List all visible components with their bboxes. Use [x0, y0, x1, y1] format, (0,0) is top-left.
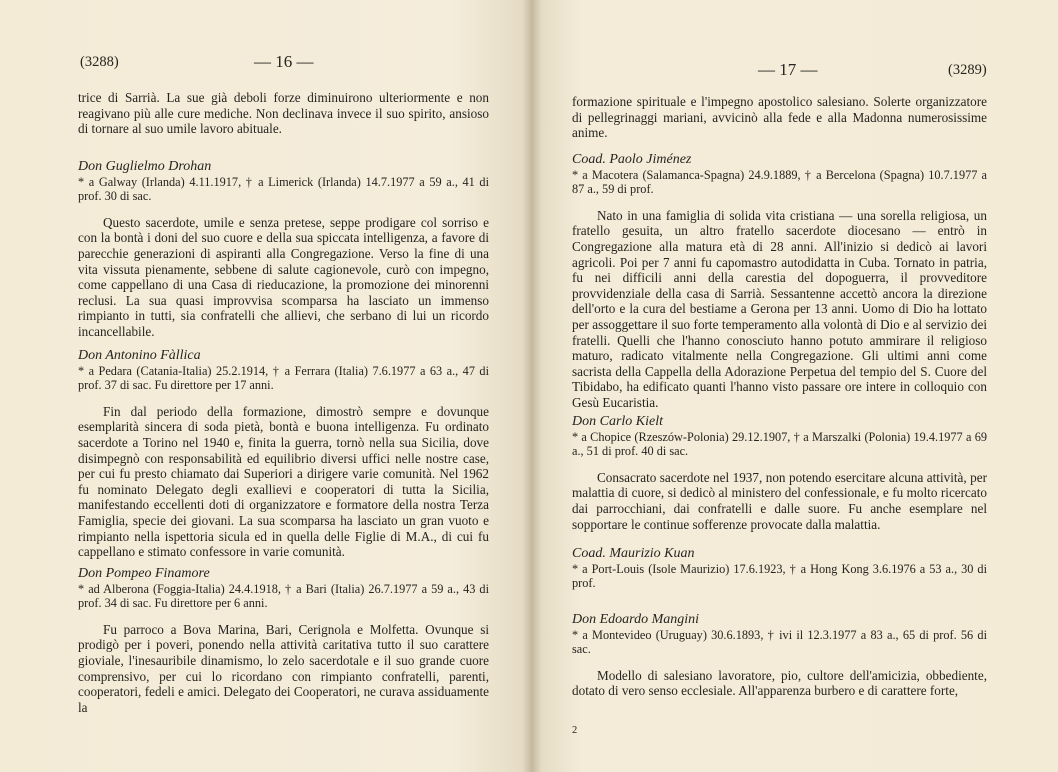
left-page-number: — 16 —: [254, 52, 314, 71]
entry-text: Fu parroco a Bova Marina, Bari, Cerignola e Molfetta. Ovunque si prodigò per i poveri, ponendo nella attività caritativa tutto il suo carattere gioviale, l'inesauribile dinamismo, lo zelo sacerdotale e il suo grande cuore comprensivo, per cui lo ricordano con rimpianto confratelli, parenti, cooperatori, fedeli e amici. Delegato dei Cooperatori, ne curava assiduamente la: [78, 621, 489, 715]
entry-text: Consacrato sacerdote nel 1937, non potendo esercitare alcuna attività, per malattia di cuore, si dedicò al ministero del confessionale, e fu molto ricercato dai parrocchiani, dai confratelli e dalle suore. Fu anche esemplare nel sopportare le continue sofferenze provocate dalla malattia.: [572, 469, 987, 532]
book-gutter: [522, 0, 542, 772]
obituary-entry: [572, 546, 987, 591]
entry-dates: * a Galway (Irlanda) 4.11.1917, † a Limerick (Irlanda) 14.7.1977 a 59 a., 41 di prof. 30 di sac.: [78, 174, 489, 204]
entry-name: Don Edoardo Mangini: [572, 612, 700, 627]
obituary-entry: [572, 612, 987, 699]
entry-text: Modello di salesiano lavoratore, pio, cultore dell'amicizia, obbediente, dotato di vero senso ecclesiale. All'apparenza burbero e di carattere forte,: [572, 667, 987, 699]
entry-dates: * a Chopice (Rzeszów-Polonia) 29.12.1907, † a Marszalki (Polonia) 19.4.1977 a 69 a., 51 di prof. 40 di sac.: [572, 429, 987, 459]
entry-text: Fin dal periodo della formazione, dimostrò sempre e dovunque esemplarità sincera di soda pietà, bontà e buona intelligenza. Fu ordinato sacerdote a Torino nel 1940 e, finita la guerra, tornò nella sua Sicilia, dove disimpegnò con responsabilità ed equilibrio diversi uffici nelle nostre case, per cui fu presto chiamato dai Superiori a dirigere varie comunità. Nel 1962 fu nominato Delegato degli exallievi e cooperatori di tutta la Sicilia, manifestando eccellenti doti di organizzatore e formatore della nostra Terza Famiglia, specie dei giovani. La sua scomparsa ha lasciato un gran vuoto e rimpianto nella ispettoria sicula ed in quella delle Figlie di M.A., di cui fu cappellano e stimato confessore in varie comunità.: [78, 403, 489, 560]
entry-text: Nato in una famiglia di solida vita cristiana — una sorella religiosa, un fratello gesuita, un altro fratello sacerdote diocesano — entrò in Congregazione alla matura età di 28 anni. All'inizio si dedicò ai lavori agricoli. Poi per 7 anni fu capomastro autodidatta in Cuba. Tornato in patria, fu nei difficili anni della carestia del dopoguerra, il provveditore provvidenziale della casa di Sarrià. Sessantenne accettò ancora la direzione dell'orto e la cura del bestiame a Gerona per 13 anni. Uomo di Dio ha lottato per assoggettare il suo forte temperamento alla volontà di Dio e al servizio dei fratelli. Quelli che l'hanno conosciuto hanno potuto ammirare il religioso maturo, radicato vitalmente nella Congregazione. Gli ultimi anni come sacrista della Cappella della Adorazione Perpetua del tempio del S. Cuore del Tibidabo, ha edificato quanti l'hanno visto passare ore intere in colloquio con Gesù Eucaristia.: [572, 207, 987, 410]
right-document-number: (3289): [948, 62, 987, 78]
entry-dates: * a Montevideo (Uruguay) 30.6.1893, † ivi il 12.3.1977 a 83 a., 65 di prof. 56 di sac.: [572, 627, 987, 657]
right-page: [530, 0, 1058, 772]
right-page-number: — 17 —: [758, 60, 818, 79]
left-intro-text: trice di Sarrià. La sue già deboli forze diminuirono ulteriormente e non reagivano più alle cure mediche. Non declinava invece il suo spirito, ansioso di tornare al suo umile lavoro abituale.: [78, 90, 489, 137]
right-intro-block: [572, 94, 987, 141]
entry-dates: * a Pedara (Catania-Italia) 25.2.1914, † a Ferrara (Italia) 7.6.1977 a 63 a., 47 di prof. 37 di sac. Fu direttore per 17 anni.: [78, 363, 489, 393]
right-intro-text: formazione spirituale e l'impegno apostolico salesiano. Solerte organizzatore di pellegrinaggi mariani, avvicinò alla fede e alla Madonna numerosissime anime.: [572, 94, 987, 141]
footer-mark: 2: [572, 725, 578, 736]
entry-name: Don Antonino Fàllica: [78, 348, 201, 363]
obituary-entry: [572, 152, 987, 411]
obituary-entry: [78, 159, 489, 340]
entry-name: Don Carlo Kielt: [572, 414, 664, 429]
entry-text: Questo sacerdote, umile e senza pretese, seppe prodigare col sorriso e con la bontà i doni del suo cuore e della sua spiccata intelligenza, a favore di parecchie generazioni di aspiranti alla Congregazione. Verso la fine di una vita vissuta pienamente, sebbene di salute cagionevole, curò con impegno, come cappellano di una Casa di rieducazione, la promozione dei minorenni reclusi. La sua quasi improvvisa scomparsa ha lasciato un immenso rimpianto in tutti, sia confratelli che allievi, che serbano di lui un ricordo incancellabile.: [78, 214, 489, 339]
entry-name: Don Guglielmo Drohan: [78, 159, 212, 174]
obituary-entry: [572, 414, 987, 532]
obituary-entry: [78, 348, 489, 560]
left-intro-block: [78, 90, 489, 137]
left-document-number: (3288): [80, 54, 119, 70]
entry-name: Don Pompeo Finamore: [78, 566, 210, 581]
entry-dates: * ad Alberona (Foggia-Italia) 24.4.1918, † a Bari (Italia) 26.7.1977 a 59 a., 43 di prof. 34 di sac. Fu direttore per 6 anni.: [78, 581, 489, 611]
entry-dates: * a Port-Louis (Isole Maurizio) 17.6.1923, † a Hong Kong 3.6.1976 a 53 a., 30 di prof.: [572, 561, 987, 591]
entry-name: Coad. Paolo Jiménez: [572, 152, 692, 167]
entry-name: Coad. Maurizio Kuan: [572, 546, 695, 561]
obituary-entry: [78, 566, 489, 715]
entry-dates: * a Macotera (Salamanca-Spagna) 24.9.1889, † a Bercelona (Spagna) 10.7.1977 a 87 a., 59 di prof.: [572, 167, 987, 197]
